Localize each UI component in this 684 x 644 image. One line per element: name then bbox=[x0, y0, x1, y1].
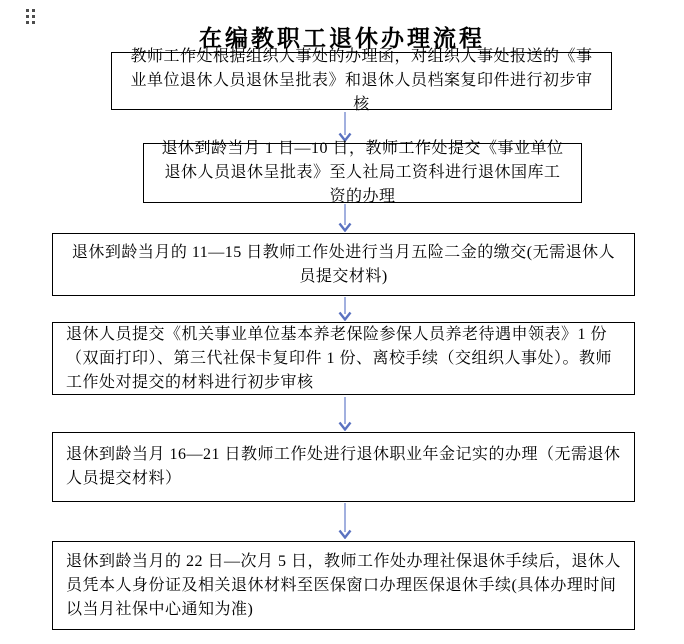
down-arrow-icon bbox=[337, 204, 353, 232]
down-arrow-icon bbox=[337, 397, 353, 431]
flow-step-5[interactable] bbox=[52, 432, 635, 502]
flow-step-6[interactable] bbox=[52, 541, 635, 630]
flow-step-4-text: 退休人员提交《机关事业单位基本养老保险参保人员养老待遇申领表》1 份（双面打印）、第三代社保卡复印件 1 份、离校手续（交组织人事处）。教师工作处对提交的材料进行初步审核 bbox=[66, 325, 613, 391]
flow-step-2-text: 退休到龄当月 1 日—10 日，教师工作处提交《事业单位退休人员退休呈批表》至人社局工资科进行退休国库工资的办理 bbox=[161, 140, 564, 205]
flow-step-3-text: 退休到龄当月的 11—15 日教师工作处进行当月五险二金的缴交(无需退休人员提交材料) bbox=[71, 243, 616, 285]
flow-step-5-text: 退休到龄当月 16—21 日教师工作处进行退休职业年金记实的办理（无需退休人员提交材料） bbox=[66, 446, 621, 487]
flow-step-2[interactable] bbox=[143, 140, 582, 205]
flow-step-6-text: 退休到龄当月的 22 日—次月 5 日，教师工作处办理社保退休手续后，退休人员凭本人身份证及相关退休材料至医保窗口办理医保退休手续(具体办理时间以当月社保中心通知为准) bbox=[66, 552, 622, 618]
flow-step-1-text: 教师工作处根据组织人事处的办理函，对组织人事处报送的《事业单位退休人员退休呈批表》和退休人员档案复印件进行初步审核 bbox=[130, 48, 593, 113]
flow-step-1[interactable] bbox=[111, 48, 612, 113]
flow-step-4[interactable] bbox=[52, 322, 635, 395]
down-arrow-icon bbox=[337, 503, 353, 539]
down-arrow-icon bbox=[337, 297, 353, 321]
flow-step-3[interactable] bbox=[52, 233, 635, 296]
page-title: 在编教职工退休办理流程 bbox=[199, 26, 485, 52]
